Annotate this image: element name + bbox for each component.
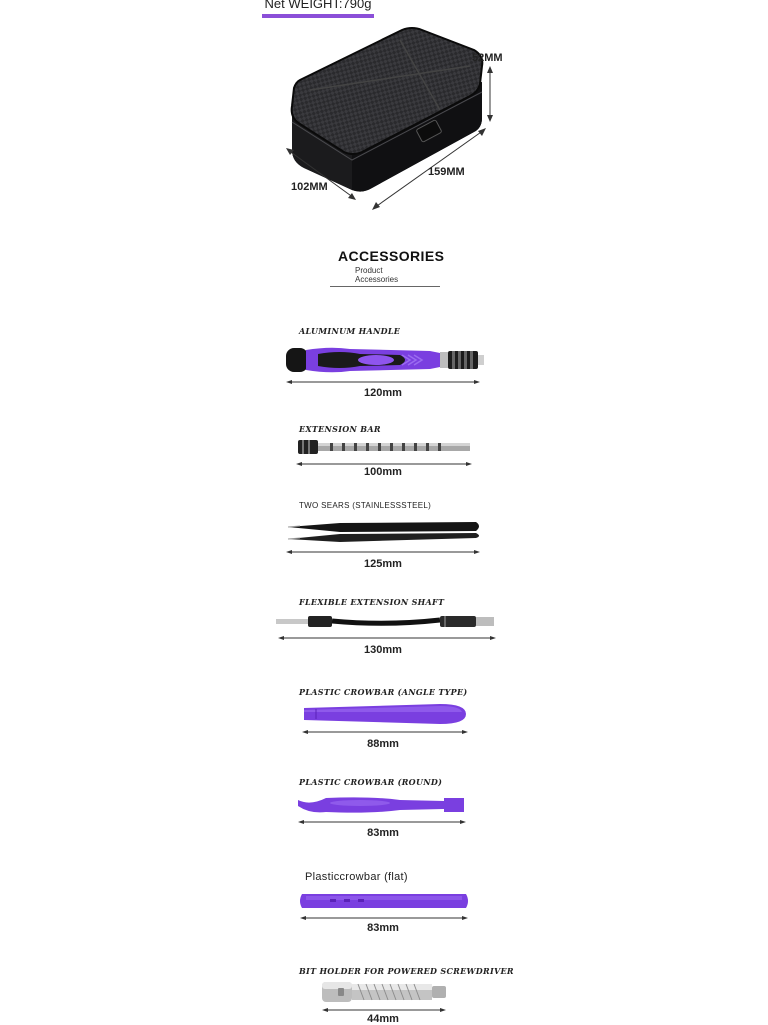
- item-label-crowbar-angle: PLASTIC CROWBAR (ANGLE TYPE): [299, 687, 468, 697]
- item-label-aluminum-handle: ALUMINUM HANDLE: [299, 326, 401, 336]
- item-size-extension-bar: 100mm: [364, 466, 402, 478]
- crowbar-flat-image: [0, 890, 768, 924]
- item-label-crowbar-flat: Plasticcrowbar (flat): [305, 871, 408, 883]
- item-label-tweezers: TWO SEARS (STAINLESSSTEEL): [299, 501, 432, 510]
- item-size-crowbar-round: 83mm: [367, 827, 399, 839]
- bit-holder-image: [0, 980, 768, 1016]
- item-size-crowbar-angle: 88mm: [367, 738, 399, 750]
- item-size-crowbar-flat: 83mm: [367, 922, 399, 934]
- crowbar-angle-image: [0, 700, 768, 736]
- item-label-flexible-shaft: FLEXIBLE EXTENSION SHAFT: [299, 597, 445, 607]
- tweezers-image: [0, 518, 768, 558]
- net-weight-label: Net WEIGHT:790g: [262, 0, 374, 18]
- item-size-bit-holder: 44mm: [367, 1013, 399, 1025]
- tool-case-image: [0, 0, 768, 240]
- dimension-height: 52MM: [472, 52, 503, 64]
- accessories-title: ACCESSORIES: [338, 248, 445, 264]
- accessories-divider: [330, 286, 440, 287]
- flexible-shaft-image: [0, 612, 768, 642]
- accessories-subtitle: [355, 266, 398, 284]
- item-label-crowbar-round: PLASTIC CROWBAR (ROUND): [299, 777, 443, 787]
- accessories-subtitle-line2: Accessories: [355, 275, 399, 284]
- extension-bar-image: [0, 438, 768, 468]
- dimension-width: 102MM: [291, 181, 328, 193]
- crowbar-round-image: [0, 794, 768, 828]
- item-label-extension-bar: EXTENSION BAR: [299, 424, 381, 434]
- item-size-flexible-shaft: 130mm: [364, 644, 402, 656]
- item-size-aluminum-handle: 120mm: [364, 387, 402, 399]
- accessories-subtitle-line1: Product: [355, 266, 383, 275]
- aluminum-handle-image: [0, 344, 768, 384]
- dimension-length: 159MM: [428, 166, 465, 178]
- item-size-tweezers: 125mm: [364, 558, 402, 570]
- item-label-bit-holder: BIT HOLDER FOR POWERED SCREWDRIVER: [299, 966, 514, 976]
